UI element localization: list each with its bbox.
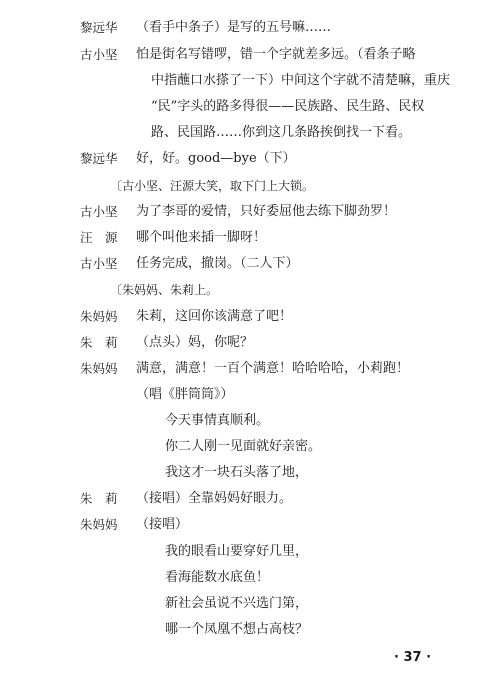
dialogue-line: 朱莉，这回你该满意了吧！ [136, 309, 293, 324]
speaker-label: 朱妈妈 [80, 309, 118, 324]
speaker-label: 古小坚 [80, 47, 118, 62]
page-number: · 37 · [394, 650, 432, 665]
dialogue-line: 中指蘸口水搽了一下）中间这个字就不清楚嘛，重庆 [151, 73, 451, 88]
speaker-label: 朱妈妈 [80, 517, 118, 532]
stage-direction: 〔古小坚、汪源大笑，取下门上大锁。 [110, 179, 315, 193]
dialogue-line: 路、民国路……你到这几条路挨倒找一下看。 [151, 125, 412, 140]
dialogue-line: “民”字头的路多得很——民族路、民生路、民权 [151, 99, 425, 114]
speaker-label: 朱 莉 [80, 491, 118, 506]
lyric-line: 今天事情真顺利。 [165, 413, 270, 428]
speaker-label: 黎远华 [80, 151, 118, 166]
lyric-line: 哪一个凤凰不想占高枝？ [165, 622, 309, 637]
dialogue-line: 怕是街名写错啰，错一个字就差多远。（看条子略 [136, 47, 416, 62]
song-cue: （接唱） [136, 517, 189, 532]
dialogue-line: 哪个叫他来插一脚呀！ [136, 230, 267, 245]
song-cue: （唱《胖筒筒》） [136, 387, 234, 402]
speaker-label: 朱 莉 [80, 335, 118, 350]
dialogue-line: 为了李哥的爱情，只好委屈他去练下脚劲罗！ [136, 204, 397, 219]
dialogue-line: 好，好。good—bye（下） [136, 151, 296, 166]
lyric-line: 我这才一块石头落了地， [165, 465, 309, 480]
dialogue-line: 任务完成，撤岗。（二人下） [136, 256, 299, 271]
lyric-line: 你二人刚一见面就好亲密。 [165, 439, 322, 454]
lyric-line: 新社会虽说不兴选门第， [165, 596, 309, 611]
dialogue-line: （接唱）全靠妈妈好眼力。 [136, 491, 293, 506]
dialogue-line: （看手中条子）是写的五号嘛…… [136, 20, 332, 35]
speaker-label: 古小坚 [80, 204, 118, 219]
speaker-label: 汪 源 [80, 230, 118, 245]
speaker-label: 古小坚 [80, 256, 118, 271]
lyric-line: 看海能数水底鱼！ [165, 570, 270, 585]
speaker-label: 黎远华 [80, 20, 118, 35]
lyric-line: 我的眼看山要穿好几里， [165, 544, 309, 559]
dialogue-line: （点头）妈，你呢？ [136, 335, 254, 350]
dialogue-line: 满意，满意！一百个满意！哈哈哈哈，小莉跑！ [136, 361, 410, 376]
stage-direction: 〔朱妈妈、朱莉上。 [110, 283, 219, 297]
speaker-label: 朱妈妈 [80, 361, 118, 376]
